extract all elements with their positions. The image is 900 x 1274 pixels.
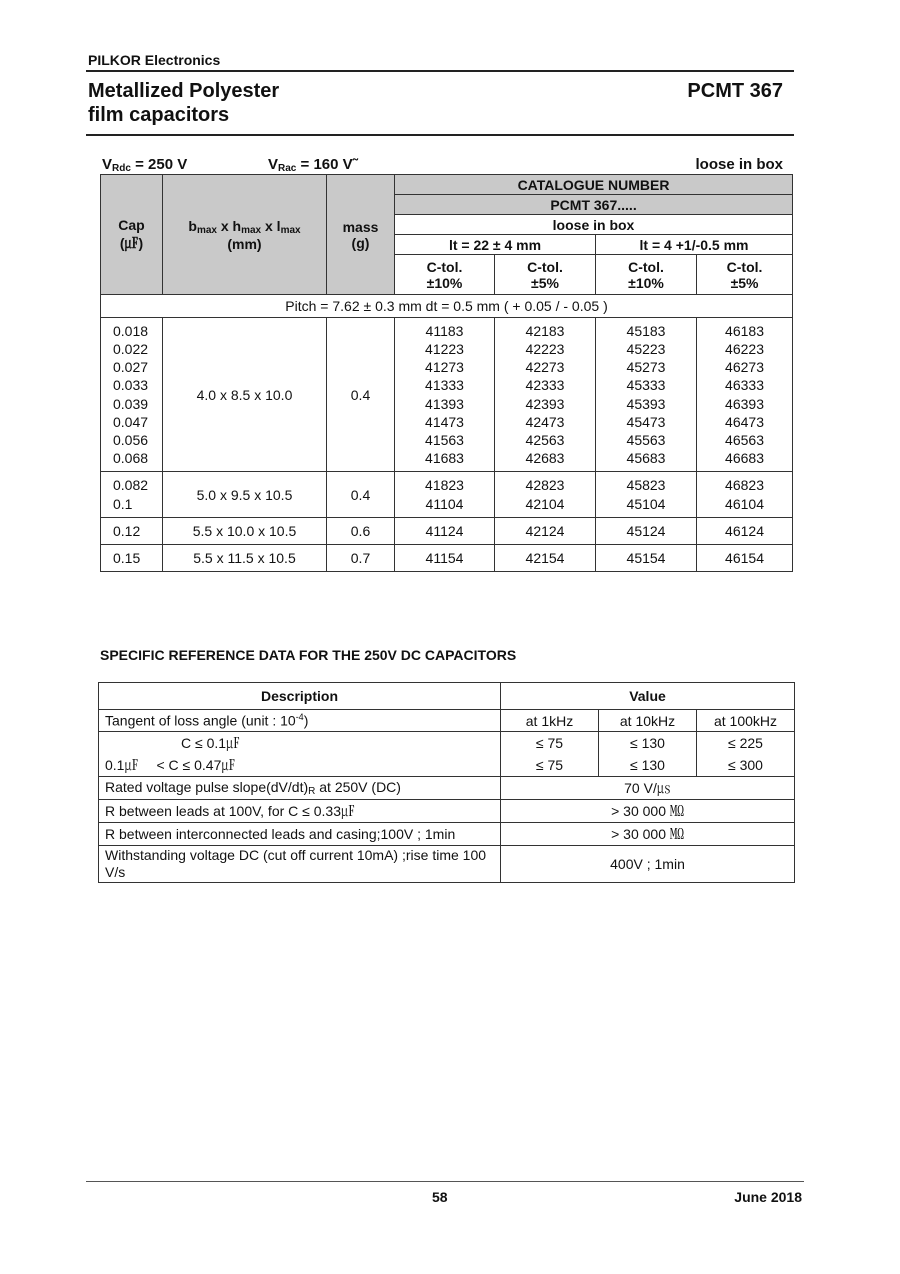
tan-100khz-values: ≤ 225 ≤ 300 [697,732,795,777]
section-title: SPECIFIC REFERENCE DATA FOR THE 250V DC CAPACITORS [100,647,517,663]
cap-values: 0.15 [101,545,163,572]
freq-1khz: at 1kHz [501,710,599,732]
product-code: PCMT 367 [687,80,783,102]
cap-values: 0.018 0.022 0.027 0.033 0.039 0.047 0.056 0.068 [101,318,163,472]
description-header: Description [99,683,501,710]
mass-value: 0.7 [327,545,395,572]
packaging-label: loose in box [695,156,783,173]
catalogue-table [100,174,793,572]
dimensions-header: $b_{max}$ x $h_{max}$ x $l_{max}$ (mm) [163,175,327,295]
catalogue-codes: 45124 [596,518,697,545]
tan-delta-label: Tangent of loss angle (unit : $10^{-4}$) [99,710,501,732]
ctol-10-header-1: C-tol. ±10% [395,255,495,295]
catalogue-codes: 42823 42104 [495,472,596,518]
tan-1khz-values: ≤ 75 ≤ 75 [501,732,599,777]
r-casing-value: > 30 000 ㏁ [501,823,795,846]
catalogue-codes: 41154 [395,545,495,572]
tan-10khz-values: ≤ 130 ≤ 130 [599,732,697,777]
catalogue-codes: 42183 42223 42273 42333 42393 42473 42563 42683 [495,318,596,472]
mass-value: 0.4 [327,318,395,472]
page-number: 58 [432,1189,448,1205]
dimensions-value: 5.5 x 10.0 x 10.5 [163,518,327,545]
catalogue-codes: 42154 [495,545,596,572]
table-row [99,732,795,777]
table-row [99,777,795,800]
ctol-5-header-1: C-tol. ±5% [495,255,596,295]
r-leads-label: R between leads at 100V, for C ≤ 0.33㎌ [99,800,501,823]
doc-date: June 2018 [734,1189,802,1205]
value-header: Value [501,683,795,710]
dimensions-value: 5.5 x 11.5 x 10.5 [163,545,327,572]
ctol-5-header-2: C-tol. ±5% [697,255,793,295]
catalogue-codes: 45183 45223 45273 45333 45393 45473 45563 45683 [596,318,697,472]
cap-header: Cap (㎌) [101,175,163,295]
doc-title-line2: film capacitors [88,104,230,126]
tan-delta-conditions: C ≤ 0.1㎌ 0.1㎌ < C ≤ 0.47㎌ [99,732,501,777]
r-casing-label: R between interconnected leads and casing;100V ; 1min [99,823,501,846]
lead-length-4-header: lt = 4 +1/-0.5 mm [596,235,793,255]
reference-table [98,682,795,883]
catalogue-codes: 41823 41104 [395,472,495,518]
withstand-label: Withstanding voltage DC (cut off current 10mA) ;rise time 100 V/s [99,846,501,883]
r-leads-value: > 30 000 ㏁ [501,800,795,823]
table-row [101,318,793,472]
table-row [99,800,795,823]
catalogue-codes: 46154 [697,545,793,572]
catalogue-codes: 46823 46104 [697,472,793,518]
mass-value: 0.6 [327,518,395,545]
cap-values: 0.12 [101,518,163,545]
table-row [99,823,795,846]
header-rule [86,70,794,72]
catalogue-codes: 45154 [596,545,697,572]
dimensions-value: 5.0 x 9.5 x 10.5 [163,472,327,518]
catalogue-number-header: CATALOGUE NUMBER [395,175,793,195]
pulse-slope-label: Rated voltage pulse $slope(dV/dt)_R$ at 250V (DC) [99,777,501,800]
doc-title-line1: Metallized Polyester [88,80,280,102]
footer-rule [86,1181,804,1182]
mass-header: mass (g) [327,175,395,295]
catalogue-codes: 41183 41223 41273 41333 41393 41473 41563 41683 [395,318,495,472]
catalogue-codes: 46183 46223 46273 46333 46393 46473 46563 46683 [697,318,793,472]
freq-10khz: at 10kHz [599,710,697,732]
catalogue-codes: 41124 [395,518,495,545]
cap-values: 0.082 0.1 [101,472,163,518]
company-name: PILKOR Electronics [88,52,221,68]
table-row [99,710,795,732]
vrac-rating: $V_{Rac} = 160$ V˜ [268,156,358,174]
table-row [101,472,793,518]
catalogue-codes: 42124 [495,518,596,545]
pulse-slope-value: 70 V/㎲ [501,777,795,800]
withstand-value: 400V ; 1min [501,846,795,883]
table-row [101,518,793,545]
series-header: PCMT 367..... [395,195,793,215]
lead-length-22-header: lt = 22 ± 4 mm [395,235,596,255]
freq-100khz: at 100kHz [697,710,795,732]
catalogue-codes: 45823 45104 [596,472,697,518]
ctol-10-header-2: C-tol. ±10% [596,255,697,295]
table-row [99,846,795,883]
title-rule [86,134,794,136]
catalogue-codes: 46124 [697,518,793,545]
packaging-header: loose in box [395,215,793,235]
dimensions-value: 4.0 x 8.5 x 10.0 [163,318,327,472]
mass-value: 0.4 [327,472,395,518]
pitch-note: Pitch = 7.62 ± 0.3 mm dt = 0.5 mm ( + 0.05 / - 0.05 ) [101,295,793,318]
vrdc-rating: $V_{Rdc} = 250$ V [102,156,188,174]
table-row [101,545,793,572]
